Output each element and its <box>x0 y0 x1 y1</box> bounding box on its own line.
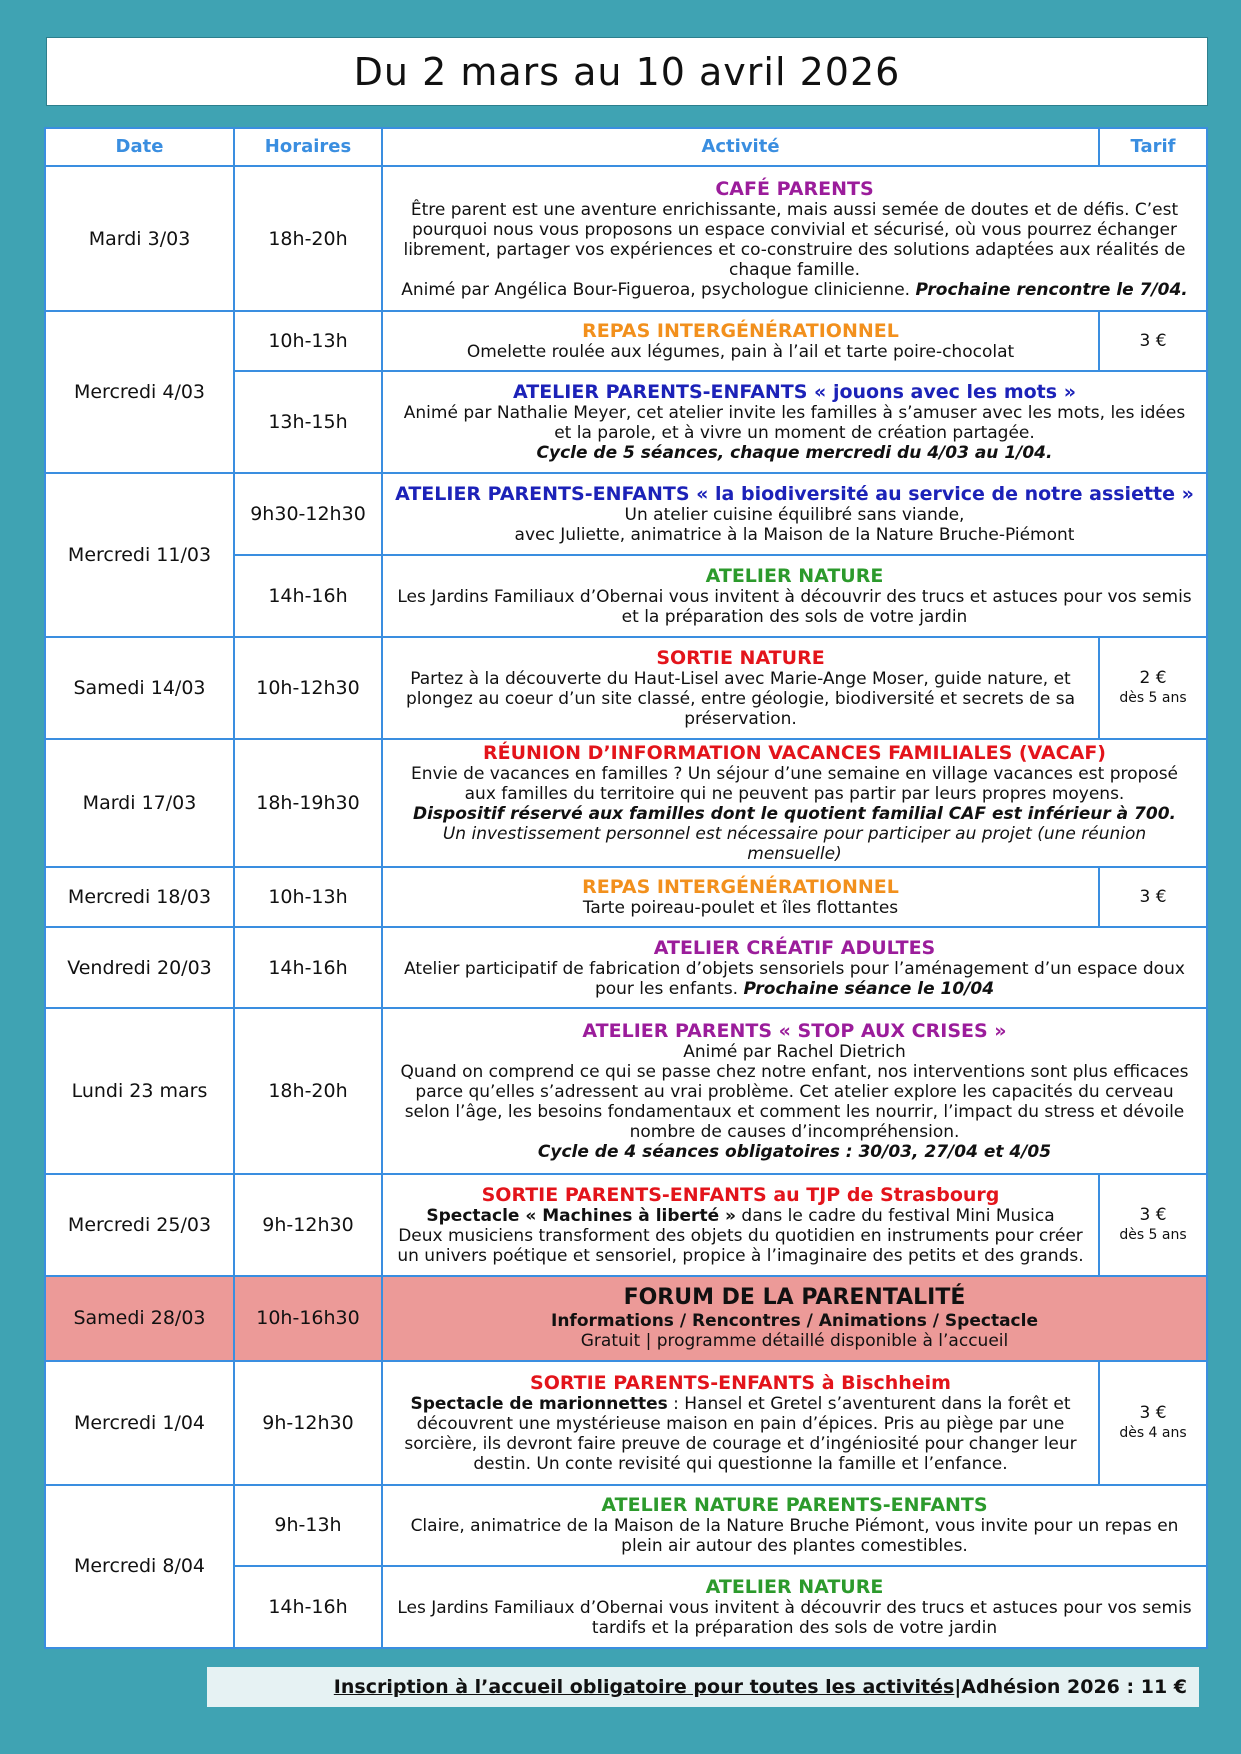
activity-title: ATELIER PARENTS-ENFANTS « la biodiversité au service de notre assiette » <box>395 482 1194 505</box>
activity-title: FORUM DE LA PARENTALITÉ <box>623 1285 966 1311</box>
activity-title: ATELIER PARENTS-ENFANTS « jouons avec les mots » <box>513 381 1076 404</box>
activity-title: RÉUNION D’INFORMATION VACANCES FAMILIALES (VACAF) <box>483 741 1106 764</box>
table-row-forum <box>45 1276 1207 1360</box>
row-activity <box>382 1008 1207 1174</box>
row-time: 9h-12h30 <box>234 1174 382 1276</box>
row-activity <box>382 473 1207 554</box>
activity-lead-line: Spectacle « Machines à liberté » dans le cadre du festival Mini Musica <box>426 1206 1055 1227</box>
row-time: 13h-15h <box>234 371 382 473</box>
table-row <box>45 1174 1207 1276</box>
activity-title: CAFÉ PARENTS <box>715 177 874 200</box>
header-time: Horaires <box>234 128 382 166</box>
activity-text: Tarte poireau-poulet et îles flottantes <box>582 897 899 918</box>
row-activity <box>382 867 1099 927</box>
activity-text-2: Animé par Angélica Bour-Figueroa, psychologue clinicienne. Prochaine rencontre le 7/04. <box>401 279 1188 300</box>
activity-text: Être parent est une aventure enrichissante, mais aussi semée de doutes et de défis. C’est pourquoi nous vous proposons un espace convivial et sécurisé, où vous pourrez échanger librement, partager vos expériences et co-construire des solutions adaptées aux réalités de chaque famille. <box>403 199 1186 280</box>
activity-lead-line: Spectacle de marionnettes : Hansel et Gretel s’aventurent dans la forêt et découvrent une mystérieuse maison en pain d’épices. Pris au piège par une sorcière, ils devront faire preuve de courage et d’ingéniosité pour changer leur destin. Un conte revisité qui questionne la famille et l’enfance. <box>404 1393 1077 1474</box>
activity-note: Dispositif réservé aux familles dont le quotient familial CAF est inférieur à 700. <box>412 803 1176 824</box>
header-date: Date <box>45 128 234 166</box>
row-time: 10h-13h <box>234 311 382 371</box>
row-activity <box>382 166 1207 311</box>
row-activity <box>382 1174 1099 1276</box>
row-price: 3 € <box>1099 867 1207 927</box>
row-activity <box>382 1276 1207 1360</box>
row-price: 3 € <box>1099 311 1207 371</box>
row-date: Mercredi 25/03 <box>45 1174 234 1276</box>
row-activity <box>382 739 1207 867</box>
footer-separator: | <box>954 1676 962 1698</box>
activity-title: ATELIER PARENTS « STOP AUX CRISES » <box>582 1020 1007 1043</box>
price-age-note: dès 5 ans <box>1119 1227 1187 1244</box>
table-row <box>45 1361 1207 1485</box>
row-time: 14h-16h <box>234 927 382 1008</box>
row-date: Samedi 28/03 <box>45 1276 234 1360</box>
row-date: Mardi 3/03 <box>45 166 234 311</box>
row-activity <box>382 1566 1207 1648</box>
header-activity: Activité <box>382 128 1099 166</box>
activity-text-2: Gratuit | programme détaillé disponible à l’accueil <box>580 1331 1009 1352</box>
row-activity <box>382 311 1099 371</box>
table-header-row <box>45 128 1207 166</box>
activity-title: ATELIER NATURE <box>705 564 884 587</box>
table-row <box>45 1485 1207 1566</box>
activity-lead: Spectacle de marionnettes <box>410 1393 668 1414</box>
table-row <box>45 867 1207 927</box>
table-row <box>45 311 1207 371</box>
price-value: 3 € <box>1139 1402 1167 1423</box>
activity-note: Prochaine séance le 10/04 <box>743 978 995 999</box>
table-row <box>45 166 1207 311</box>
activity-text: Envie de vacances en familles ? Un séjour d’une semaine en village vacances est proposé aux familles du territoire qui ne peuvent pas partir par leurs propres moyens. <box>410 763 1179 804</box>
activity-text: Animé par Rachel Dietrich <box>683 1042 906 1063</box>
row-time: 14h-16h <box>234 555 382 637</box>
activity-note: Cycle de 4 séances obligatoires : 30/03, 27/04 et 4/05 <box>537 1142 1052 1163</box>
activity-text: Les Jardins Familiaux d’Obernai vous invitent à découvrir des trucs et astuces pour vos semis tardifs et la préparation des sols de votre jardin <box>397 1597 1192 1638</box>
footer-registration-text: Inscription à l’accueil obligatoire pour toutes les activités <box>333 1676 955 1698</box>
activity-title: REPAS INTERGÉNÉRATIONNEL <box>582 875 899 898</box>
activity-title: SORTIE PARENTS-ENFANTS au TJP de Strasbourg <box>481 1184 1000 1207</box>
activity-text: Informations / Rencontres / Animations / Spectacle <box>551 1311 1038 1332</box>
activity-title: ATELIER CRÉATIF ADULTES <box>653 936 936 959</box>
row-price <box>1099 1361 1207 1485</box>
activity-text: Animé par Nathalie Meyer, cet atelier invite les familles à s’amuser avec les mots, les idées et la parole, et à vivre un moment de création partagée. <box>403 403 1186 444</box>
row-time: 18h-19h30 <box>234 739 382 867</box>
activity-text: Un atelier cuisine équilibré sans viande, <box>624 504 965 525</box>
activity-note: Cycle de 5 séances, chaque mercredi du 4/03 au 1/04. <box>536 443 1053 464</box>
footer-notice <box>207 1667 1199 1707</box>
row-time: 10h-12h30 <box>234 637 382 739</box>
activity-title: ATELIER NATURE PARENTS-ENFANTS <box>601 1494 988 1517</box>
price-value: 3 € <box>1139 1205 1167 1226</box>
activity-text: Omelette roulée aux légumes, pain à l’ail et tarte poire-chocolat <box>466 342 1015 363</box>
activity-text-wrap: Atelier participatif de fabrication d’objets sensoriels pour l’aménagement d’un espace doux pour les enfants. Prochaine séance le 10/04 <box>404 958 1185 999</box>
footer-membership: Adhésion 2026 : 11 € <box>961 1676 1187 1698</box>
row-date: Samedi 14/03 <box>45 637 234 739</box>
row-activity <box>382 637 1099 739</box>
row-date: Mercredi 1/04 <box>45 1361 234 1485</box>
price-age-note: dès 5 ans <box>1119 689 1187 706</box>
activity-text: Deux musiciens transforment des objets du quotidien en instruments pour créer un univers poétique et sensoriel, propice à l’imaginaire des petits et des grands. <box>397 1226 1084 1267</box>
table-row <box>45 637 1207 739</box>
row-date: Mercredi 8/04 <box>45 1485 234 1648</box>
price-value: 2 € <box>1139 667 1167 688</box>
row-time: 18h-20h <box>234 166 382 311</box>
row-date: Mardi 17/03 <box>45 739 234 867</box>
row-date: Mercredi 18/03 <box>45 867 234 927</box>
row-time: 9h30-12h30 <box>234 473 382 554</box>
row-activity <box>382 927 1207 1008</box>
activity-text-2: avec Juliette, animatrice à la Maison de la Nature Bruche-Piémont <box>514 524 1075 545</box>
row-activity <box>382 1361 1099 1485</box>
price-age-note: dès 4 ans <box>1119 1424 1187 1441</box>
row-time: 10h-16h30 <box>234 1276 382 1360</box>
activity-text: Claire, animatrice de la Maison de la Nature Bruche Piémont, vous invite pour un repas en plein air autour des plantes comestibles. <box>410 1516 1179 1557</box>
activity-title: REPAS INTERGÉNÉRATIONNEL <box>582 320 899 343</box>
row-time: 18h-20h <box>234 1008 382 1174</box>
activity-title: ATELIER NATURE <box>705 1575 884 1598</box>
row-date: Lundi 23 mars <box>45 1008 234 1174</box>
row-time: 9h-13h <box>234 1485 382 1566</box>
activity-text: Les Jardins Familiaux d’Obernai vous invitent à découvrir des trucs et astuces pour vos semis et la préparation des sols de votre jardin <box>397 586 1192 627</box>
row-date: Vendredi 20/03 <box>45 927 234 1008</box>
table-row <box>45 927 1207 1008</box>
schedule-table <box>44 127 1208 1649</box>
row-price <box>1099 637 1207 739</box>
row-activity <box>382 1485 1207 1566</box>
activity-note: Prochaine rencontre le 7/04. <box>915 279 1188 300</box>
table-row <box>45 1008 1207 1174</box>
row-price <box>1099 1174 1207 1276</box>
table-row <box>45 739 1207 867</box>
activity-lead: Spectacle « Machines à liberté » <box>426 1206 736 1227</box>
activity-note-2: Un investissement personnel est nécessaire pour participer au projet (une réunion mensuelle) <box>442 823 1147 864</box>
header-price: Tarif <box>1099 128 1207 166</box>
row-time: 10h-13h <box>234 867 382 927</box>
row-time: 9h-12h30 <box>234 1361 382 1485</box>
row-activity <box>382 555 1207 637</box>
activity-text-2: Quand on comprend ce qui se passe chez notre enfant, nos interventions sont plus efficaces parce qu’elles s’adressent au vrai problème. Cet atelier explore les capacités du cerveau selon l’âge, les besoins fondamentaux et comment les nourrir, l’impact du stress et dévoile nombre de causes d’incompréhension. <box>400 1062 1189 1143</box>
row-time: 14h-16h <box>234 1566 382 1648</box>
activity-title: SORTIE PARENTS-ENFANTS à Bischheim <box>530 1371 951 1394</box>
page-title: Du 2 mars au 10 avril 2026 <box>46 37 1208 106</box>
activity-title: SORTIE NATURE <box>656 646 825 669</box>
row-date: Mercredi 4/03 <box>45 311 234 473</box>
table-row <box>45 473 1207 554</box>
row-activity <box>382 371 1207 473</box>
activity-text: Partez à la découverte du Haut-Lisel avec Marie-Ange Moser, guide nature, et plongez au coeur d’un site classé, entre géologie, biodiversité et secrets de sa préservation. <box>405 668 1076 729</box>
row-date: Mercredi 11/03 <box>45 473 234 636</box>
